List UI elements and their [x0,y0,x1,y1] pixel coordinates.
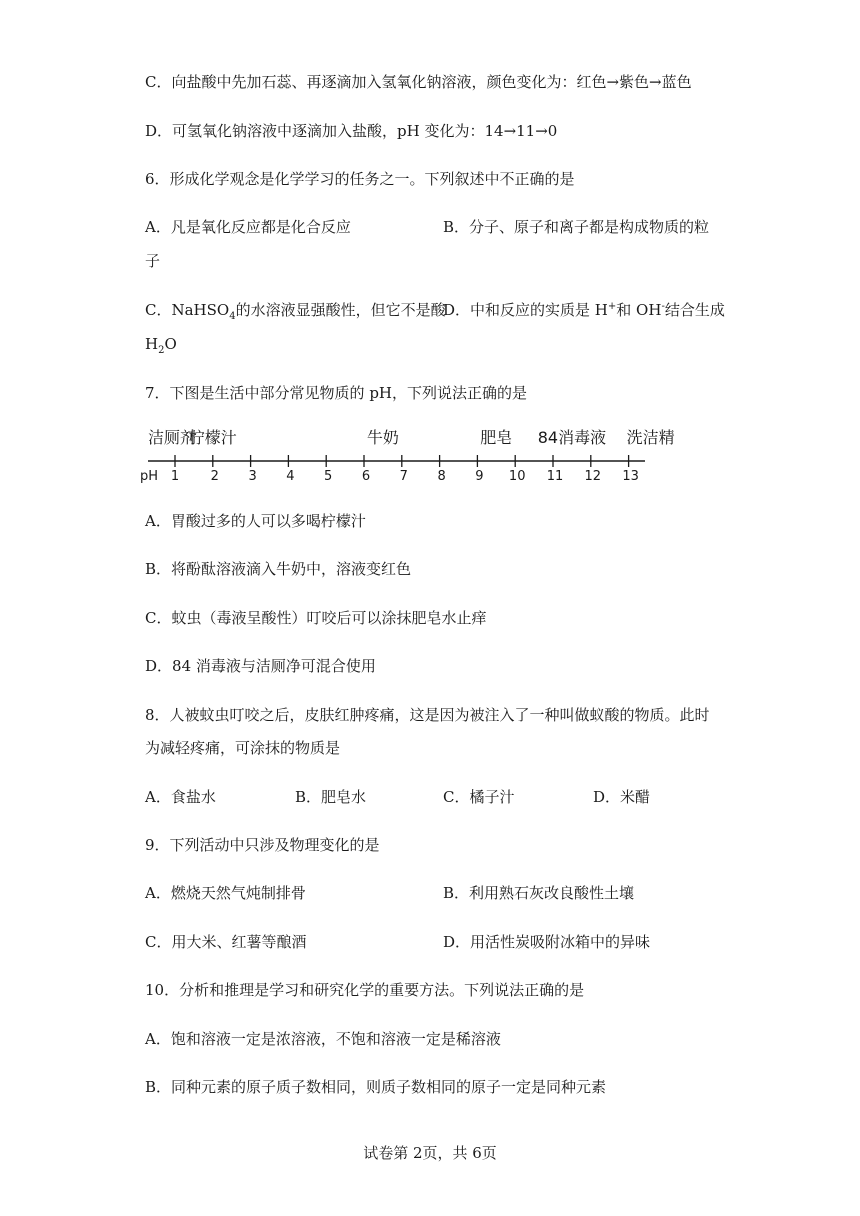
q5-option-c: C．向盐酸中先加石蕊、再逐滴加入氢氧化钠溶液，颜色变化为：红色→紫色→蓝色 [145,73,692,91]
q10-stem: 10．分析和推理是学习和研究化学的重要方法。下列说法正确的是 [145,981,585,999]
q6-option-c: C．NaHSO$_4$的水溶液显强酸性，但它不是酸 [145,301,446,322]
ph-tick-label: 13 [622,469,639,484]
q6-option-d-line2: $H_2O$ [145,335,177,356]
q7-option-c: C．蚊虫（毒液呈酸性）叮咬后可以涂抹肥皂水止痒 [145,609,487,627]
ph-substance-label: 洗洁精 [626,428,675,447]
q8-option-a: A．食盐水 [145,788,216,806]
q6-stem: 6．形成化学观念是化学学习的任务之一。下列叙述中不正确的是 [145,170,575,188]
q10-option-b: B．同种元素的原子质子数相同，则质子数相同的原子一定是同种元素 [145,1078,607,1096]
ph-tick-label: 9 [475,469,484,484]
ph-substance-label: 84消毒液 [537,428,607,447]
q8-option-b: B．肥皂水 [295,788,367,806]
q9-option-a: A．燃烧天然气炖制排骨 [145,884,306,902]
q6-option-a: A．凡是氧化反应都是化合反应 [145,218,351,236]
ph-axis-label: pH [140,469,159,484]
ph-tick-label: 11 [546,469,564,484]
q6-option-b-line1: B．分子、原子和离子都是构成物质的粒 [443,218,710,236]
q5-option-d: D．可氢氧化钠溶液中逐滴加入盐酸，pH 变化为：14→11→0 [145,122,558,140]
q8-stem-line2: 为减轻疼痛，可涂抹的物质是 [145,739,341,757]
q7-option-a: A．胃酸过多的人可以多喝柠檬汁 [145,512,366,530]
ph-substance-label: 牛奶 [366,428,399,447]
q8-option-d: D．米醋 [593,788,651,806]
q7-option-d: D．84 消毒液与洁厕净可混合使用 [145,657,376,675]
q7-stem: 7．下图是生活中部分常见物质的 pH，下列说法正确的是 [145,384,527,402]
ph-substance-label: 肥皂 [480,428,513,447]
ph-tick-label: 10 [508,469,526,484]
ph-tick-label: 1 [170,469,180,484]
ph-tick-label: 4 [286,469,295,484]
q6-option-b-line2: 子 [145,252,161,270]
ph-tick-label: 5 [324,469,333,484]
q7-option-b: B．将酚酞溶液滴入牛奶中，溶液变红色 [145,560,412,578]
q9-stem: 9．下列活动中只涉及物理变化的是 [145,836,380,854]
ph-tick-label: 8 [437,469,446,484]
q9-option-b: B．利用熟石灰改良酸性土壤 [443,884,635,902]
ph-scale-figure [140,420,675,490]
ph-substance-label: 洁厕剂 [148,428,197,447]
q10-option-a: A．饱和溶液一定是浓溶液，不饱和溶液一定是稀溶液 [145,1030,501,1048]
ph-tick-label: 3 [248,469,257,484]
page-footer: 试卷第 2页，共 6页 [363,1144,497,1162]
q9-option-c: C．用大米、红薯等酿酒 [145,933,307,951]
q8-option-c: C．橘子汁 [443,788,515,806]
ph-tick-label: 12 [584,469,602,484]
ph-tick-label: 6 [361,469,371,484]
q9-option-d: D．用活性炭吸附冰箱中的异味 [443,933,651,951]
q8-stem-line1: 8．人被蚊虫叮咬之后，皮肤红肿疼痛，这是因为被注入了一种叫做蚁酸的物质。此时 [145,706,710,724]
ph-substance-label: 柠檬汁 [188,428,237,447]
q6-option-d-line1: D．中和反应的实质是 H+和 OH-结合生成 [443,301,725,319]
ph-tick-label: 2 [210,469,219,484]
ph-tick-label: 7 [399,469,408,484]
